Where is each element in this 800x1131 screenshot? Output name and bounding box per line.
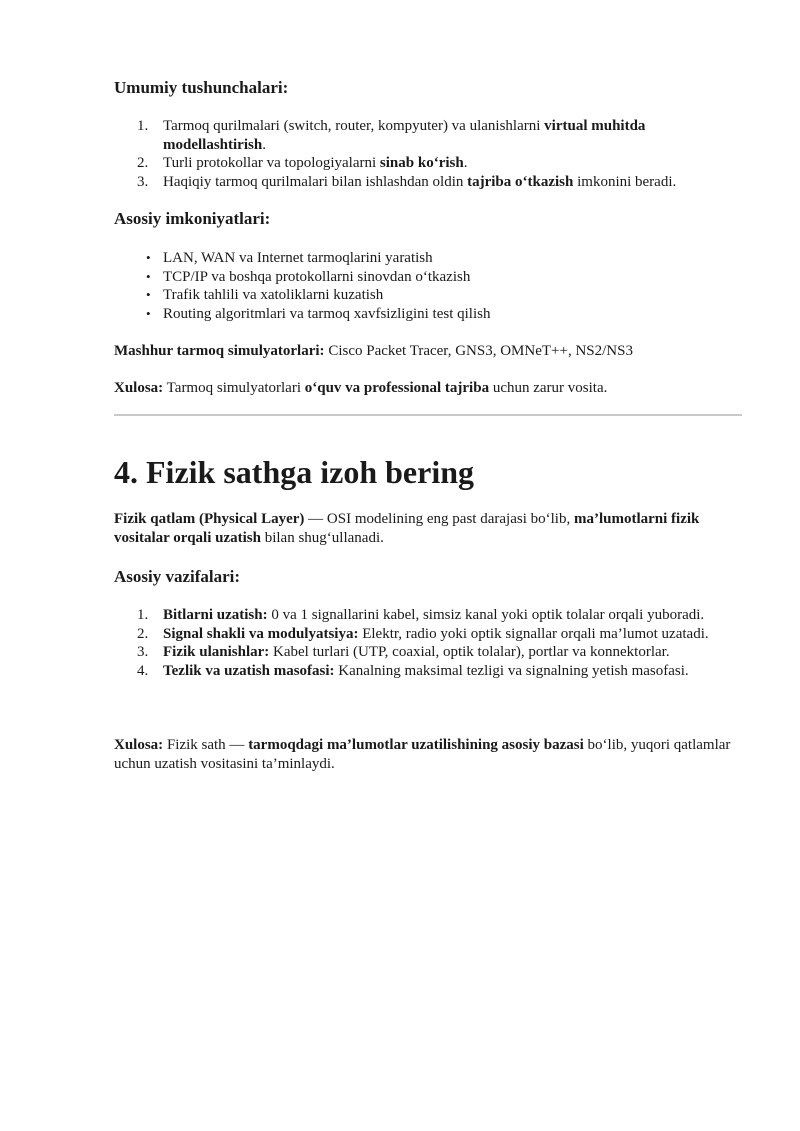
bullet-icon: •	[146, 268, 151, 284]
list-item: 4. Tezlik va uzatish masofasi: Kanalning maksimal tezligi va signalning yetish masofasi.	[137, 662, 689, 679]
concepts-list	[114, 117, 734, 191]
bullet-icon: •	[146, 305, 151, 321]
section-title: 4. Fizik sathga izoh bering	[114, 454, 475, 490]
list-item: 2. Signal shakli va modulyatsiya: Elektr, radio yoki optik signallar orqali ma’lumot uzatadi.	[137, 625, 709, 642]
list-item: 3. Fizik ulanishlar: Kabel turlari (UTP, coaxial, optik tolalar), portlar va konnektorlar.	[137, 644, 670, 660]
section-heading-concepts: Umumiy tushunchalari:	[114, 78, 289, 97]
features-list	[114, 249, 734, 323]
bullet-icon: •	[146, 250, 151, 265]
list-item: • LAN, WAN va Internet tarmoqlarini yaratish	[146, 250, 433, 266]
horizontal-divider	[114, 414, 742, 416]
section-heading-features: Asosiy imkoniyatlari:	[114, 209, 271, 228]
simulators-paragraph: Mashhur tarmoq simulyatorlari: Cisco Packet Tracer, GNS3, OMNeT++, NS2/NS3	[114, 343, 633, 359]
list-item: 2. Turli protokollar va topologiyalarni sinab ko‘rish.	[137, 155, 468, 171]
final-conclusion-paragraph: Xulosa: Fizik sath — tarmoqdagi ma’lumotlar uzatilishining asosiy bazasi bo‘lib, yuqori qatlamlar uchun uzatish vositasini ta’minlaydi.	[114, 737, 731, 772]
list-item: • TCP/IP va boshqa protokollarni sinovdan o‘tkazish	[146, 268, 471, 285]
list-item: • Trafik tahlili va xatoliklarni kuzatish	[146, 287, 384, 303]
conclusion-paragraph: Xulosa: Tarmoq simulyatorlari o‘quv va professional tajriba uchun zarur vosita.	[114, 380, 608, 396]
list-item: 3. Haqiqiy tarmoq qurilmalari bilan ishlashdan oldin tajriba o‘tkazish imkonini beradi.	[137, 173, 677, 190]
tasks-list	[114, 606, 734, 680]
intro-paragraph: Fizik qatlam (Physical Layer) — OSI modelining eng past darajasi bo‘lib, ma’lumotlarni fizik vositalar orqali uzatish bilan shug‘ullanadi.	[114, 511, 700, 546]
list-item: • Routing algoritmlari va tarmoq xavfsizligini test qilish	[146, 305, 491, 322]
bullet-icon: •	[146, 287, 151, 302]
section-heading-tasks: Asosiy vazifalari:	[114, 567, 241, 586]
list-item: 1. Tarmoq qurilmalari (switch, router, kompyuter) va ulanishlarni virtual muhitda modellashtirish.	[137, 118, 646, 153]
list-item: 1. Bitlarni uzatish: 0 va 1 signallarini kabel, simsiz kanal yoki optik tolalar orqali yuboradi.	[137, 607, 705, 623]
